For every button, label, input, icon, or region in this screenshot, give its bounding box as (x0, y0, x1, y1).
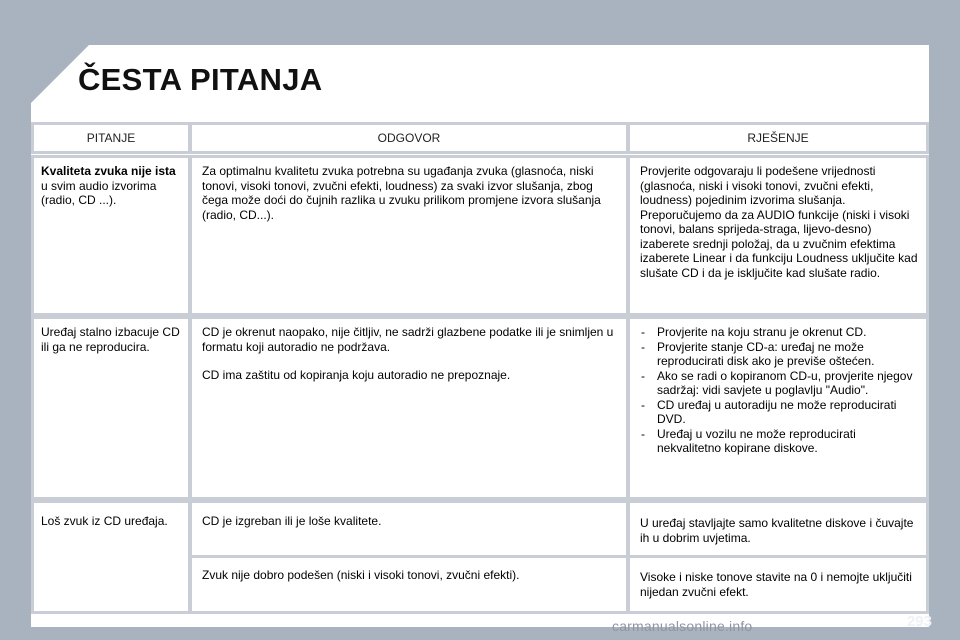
header-question: PITANJE (34, 125, 188, 151)
row2-answer-p2: CD ima zaštitu od kopiranja koju autoradio ne prepoznaje. (202, 368, 511, 382)
row1-question-text: u svim audio izvorima (radio, CD ...). (41, 178, 157, 207)
watermark: carmanualsonline.info (612, 618, 753, 634)
row3-solution-a-text: U uređaj stavljajte samo kvalitetne diskove i čuvajte ih u dobrim uvjetima. (640, 516, 914, 545)
header-answer: ODGOVOR (192, 125, 626, 151)
row1-question (34, 158, 188, 313)
row2-question (34, 319, 188, 497)
row3-solution-b-text: Visoke i niske tonove stavite na 0 i nemojte uključiti nijedan zvučni efekt. (640, 570, 912, 599)
row3-question-text: Loš zvuk iz CD uređaja. (41, 514, 168, 528)
row1-answer-text: Za optimalnu kvalitetu zvuka potrebna su ugađanja zvuka (glasnoća, niski tonovi, visoki tonovi, zvučni efekti, loudness) za svaki izvor slušanja, zbog čega može doći do čujnih razlika u zvuku prilikom promjene izvora slušanja (radio, CD...). (202, 164, 601, 222)
list-item: - Uređaj u vozilu ne može reproducirati nekvalitetno kopirane diskove. (640, 427, 918, 456)
page-title: ČESTA PITANJA (78, 62, 323, 97)
list-item: - Provjerite stanje CD-a: uređaj ne može reproducirati disk ako je previše oštećen. (640, 340, 918, 369)
row1-question-bold: Kvaliteta zvuka nije ista (41, 164, 176, 178)
row3-answer-a (192, 503, 626, 555)
row2-answer-p1: CD je okrenut naopako, nije čitljiv, ne sadrži glazbene podatke ili je snimljen u formatu koji autoradio ne podržava. (202, 325, 614, 354)
row3-solution-a (630, 503, 926, 555)
row2-solution (630, 319, 926, 497)
row3-answer-b-text: Zvuk nije dobro podešen (niski i visoki tonovi, zvučni efekti). (202, 568, 520, 582)
header-solution: RJEŠENJE (630, 125, 926, 151)
row1-solution-text: Provjerite odgovaraju li podešene vrijednosti (glasnoća, niski i visoki tonovi, zvučni efekti, loudness) pojedinim izvorima slušanja. Preporučujemo da za AUDIO funkcije (niski i visoki tonovi, balans sprijeda-straga, lijevo-desno) izaberete srednji položaj, da u zvučnim efektima izaberete Linear i da funkciju Loudness uključite kad slušate CD i da je isključite kad slušate radio. (640, 164, 918, 280)
row2-solution-list (640, 325, 918, 456)
list-item: - Ako se radi o kopiranom CD-u, provjerite njegov sadržaj: vidi savjete u poglavlju "Audio". (640, 369, 918, 398)
row1-solution (630, 158, 926, 313)
row1-answer (192, 158, 626, 313)
list-item: - CD uređaj u autoradiju ne može reproducirati DVD. (640, 398, 918, 427)
page-number: 293 (906, 613, 932, 630)
row3-question (34, 503, 188, 611)
row3-answer-b (192, 558, 626, 611)
list-item: - Provjerite na koju stranu je okrenut CD. (640, 325, 918, 340)
row2-answer (192, 319, 626, 497)
row2-question-text: Uređaj stalno izbacuje CD ili ga ne reproducira. (41, 325, 180, 354)
row3-answer-a-text: CD je izgreban ili je loše kvalitete. (202, 514, 382, 528)
row3-solution-b (630, 558, 926, 611)
